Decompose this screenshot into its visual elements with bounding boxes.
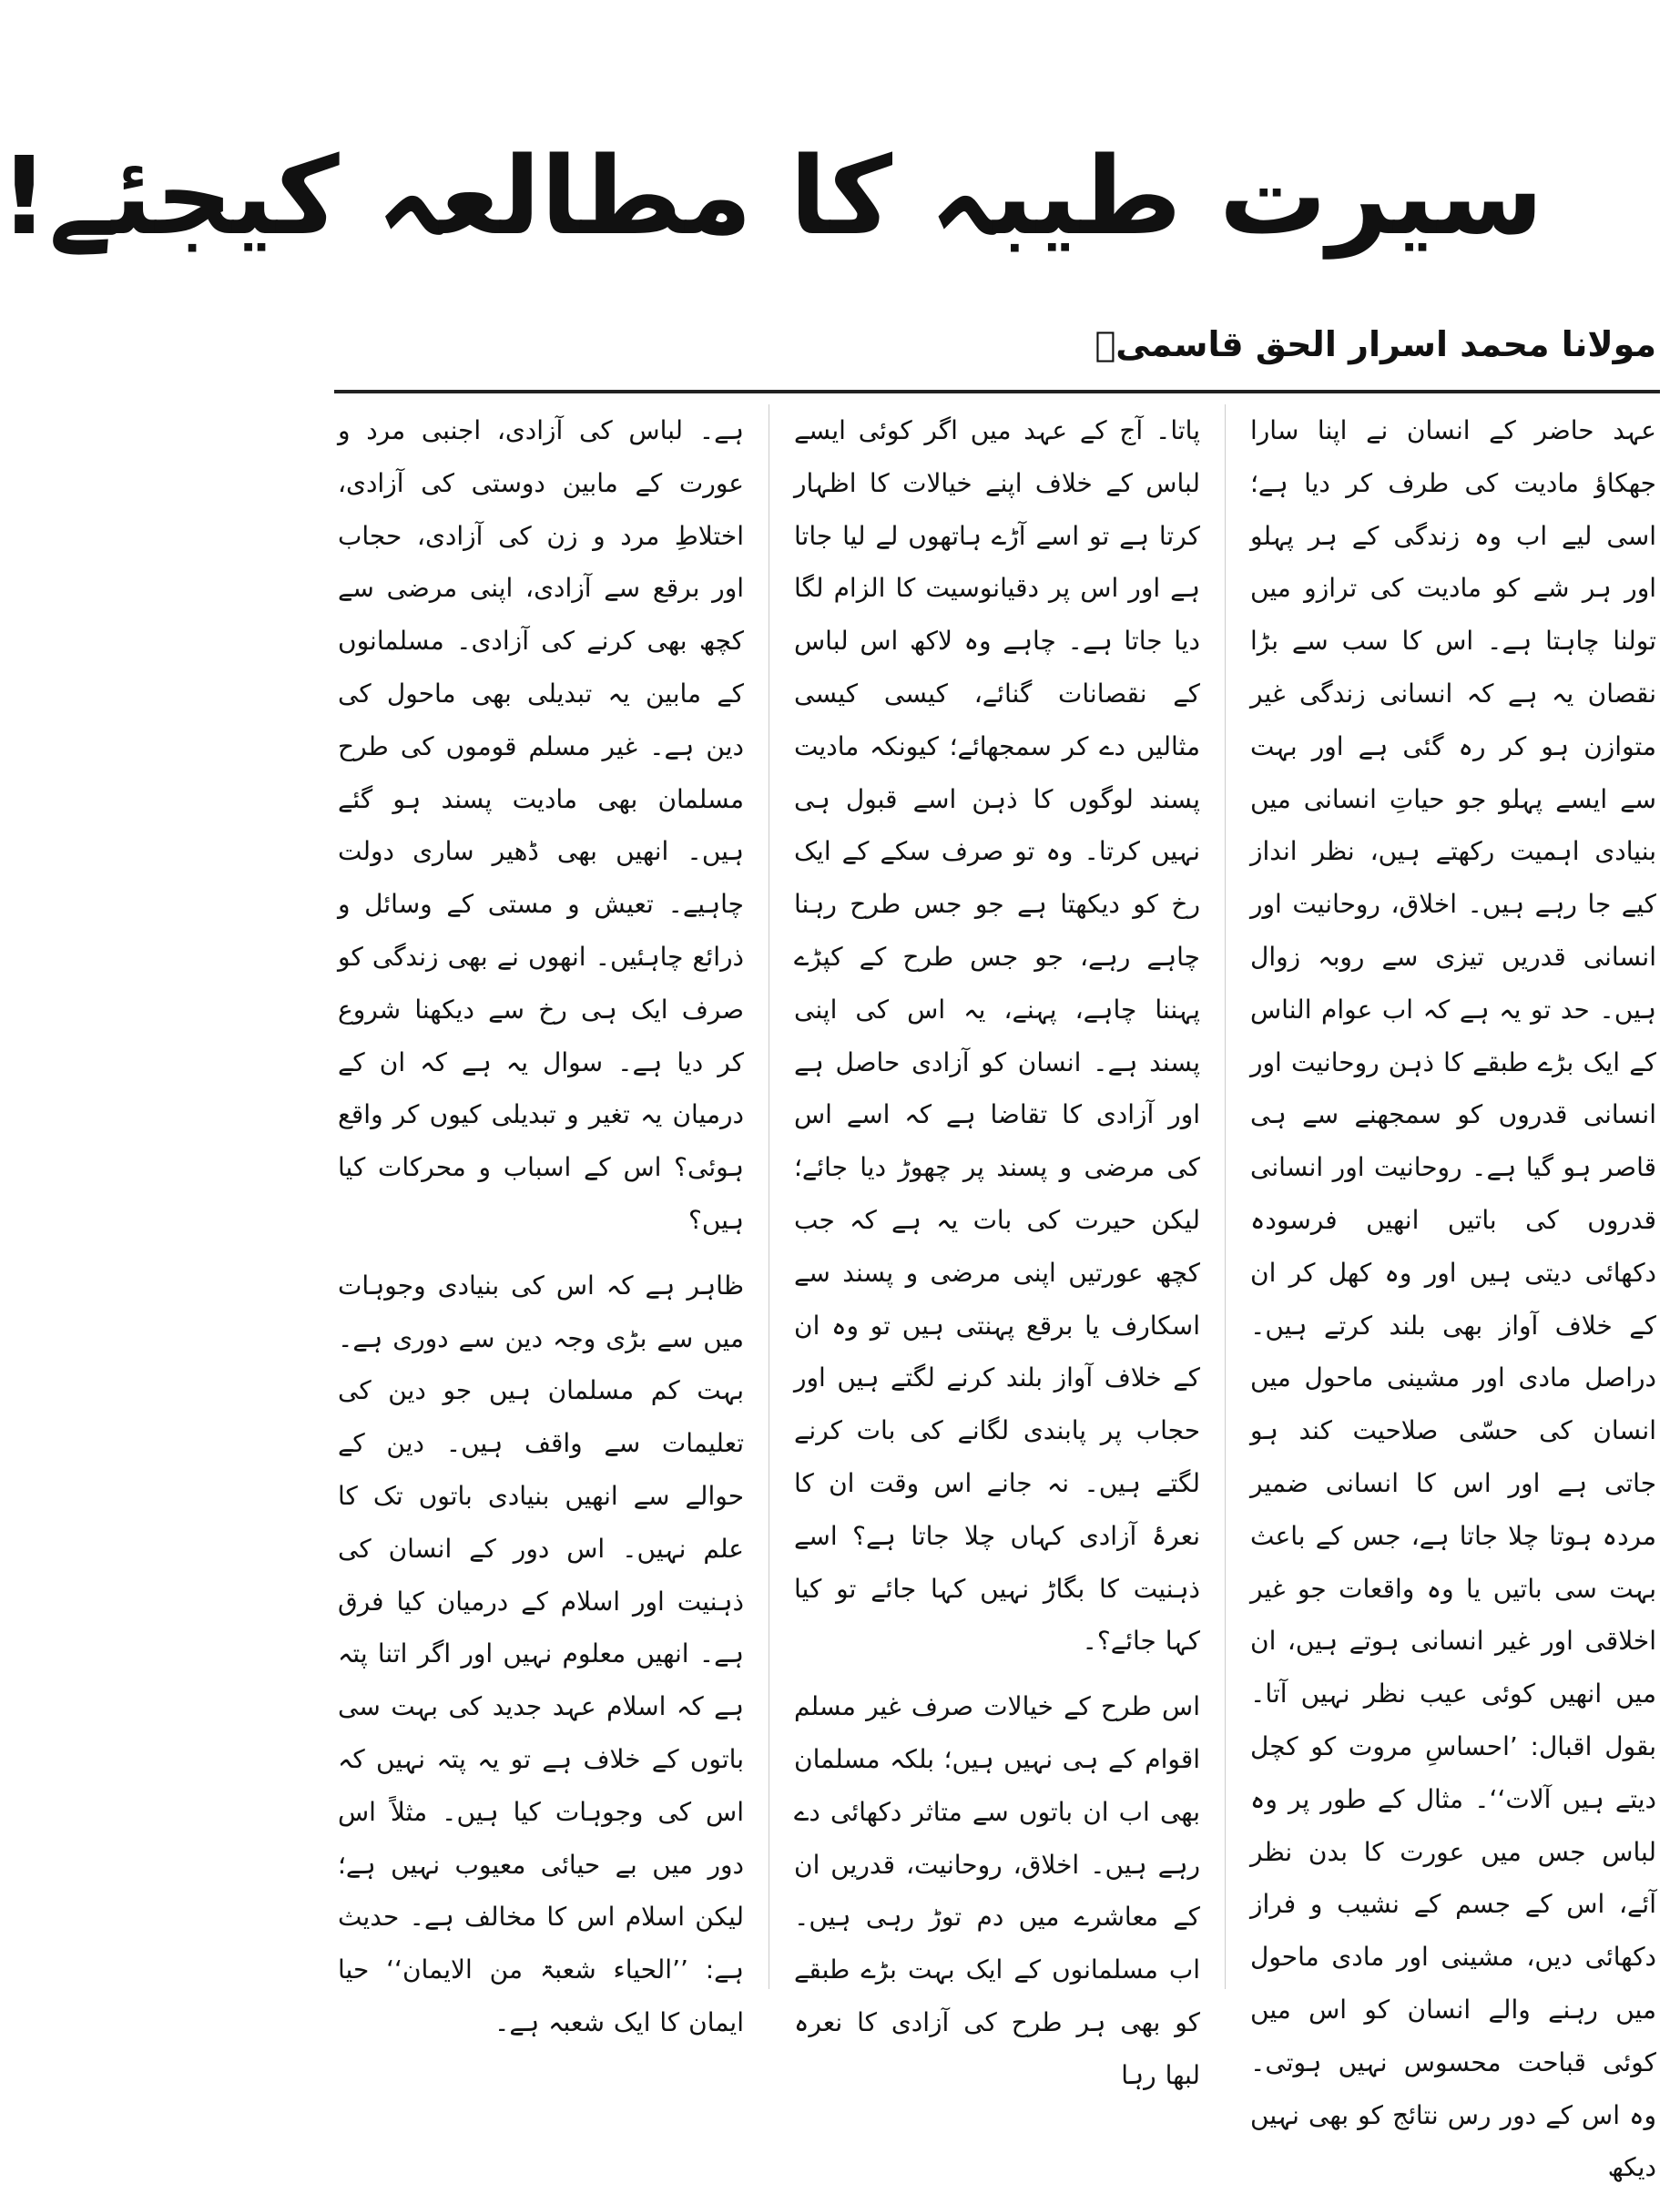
paragraph: عہد حاضر کے انسان نے اپنا سارا جھکاؤ مادیت کی طرف کر دیا ہے؛ اسی لیے اب وہ زندگی کے ہر پہلو اور ہر شے کو مادیت کی ترازو میں تولنا چاہتا ہے۔ اس کا سب سے بڑا نقصان یہ ہے کہ انسانی زندگی غیر متوازن ہو کر رہ گئی ہے اور بہت سے ایسے پہلو جو حیاتِ انسانی میں بنیادی اہمیت رکھتے ہیں، نظر انداز کیے جا رہے ہیں۔ اخلاق، روحانیت اور انسانی قدریں تیزی سے روبہ زوال ہیں۔ حد تو یہ ہے کہ اب عوام الناس کے ایک بڑے طبقے کا ذہن روحانیت اور انسانی قدروں کو سمجھنے سے ہی قاصر ہو گیا ہے۔ روحانیت اور انسانی قدروں کی باتیں انھیں فرسودہ دکھائی دیتی ہیں اور وہ کھل کر ان کے خلاف آواز بھی بلند کرتے ہیں۔ دراصل مادی اور مشینی ماحول میں انسان کی حسّی صلاحیت کند ہو جاتی ہے اور اس کا انسانی ضمیر مردہ ہوتا چلا جاتا ہے، جس کے باعث بہت سی باتیں یا وہ واقعات جو غیر اخلاقی اور غیر انسانی ہوتے ہیں، ان میں انھیں کوئی عیب نظر نہیں آتا۔ بقول اقبال: ’احساسِ مروت کو کچل دیتے ہیں آلات‘‘۔ مثال کے طور پر وہ لباس جس میں عورت کا بدن نظر آئے، اس کے جسم کے نشیب و فراز دکھائی دیں، مشینی اور مادی ماحول میں رہنے والے انسان کو اس میں کوئی قباحت محسوس نہیں ہوتی۔ وہ اس کے دور رس نتائج کو بھی نہیں دیکھ	[1250, 415, 1657, 2183]
text-column-1	[1250, 404, 1657, 2183]
paragraph: ہے۔ لباس کی آزادی، اجنبی مرد و عورت کے مابین دوستی کی آزادی، اختلاطِ مرد و زن کی آزادی، حجاب اور برقع سے آزادی، اپنی مرضی سے کچھ بھی کرنے کی آزادی۔ مسلمانوں کے مابین یہ تبدیلی بھی ماحول کی دین ہے۔ غیر مسلم قوموں کی طرح مسلمان بھی مادیت پسند ہو گئے ہیں۔ انھیں بھی ڈھیر ساری دولت چاہیے۔ تعیش و مستی کے وسائل و ذرائع چاہئیں۔ انھوں نے بھی زندگی کو صرف ایک ہی رخ سے دیکھنا شروع کر دیا ہے۔ سوال یہ ہے کہ ان کے درمیان یہ تغیر و تبدیلی کیوں کر واقع ہوئی؟ اس کے اسباب و محرکات کیا ہیں؟	[338, 415, 744, 1235]
author-byline: مولانا محمد اسرار الحق قاسمیؒ	[1095, 324, 1656, 364]
paragraph: پاتا۔ آج کے عہد میں اگر کوئی ایسے لباس کے خلاف اپنے خیالات کا اظہار کرتا ہے تو اسے آڑے ہاتھوں لے لیا جاتا ہے اور اس پر دقیانوسیت کا الزام لگا دیا جاتا ہے۔ چاہے وہ لاکھ اس لباس کے نقصانات گنائے، کیسی کیسی مثالیں دے کر سمجھائے؛ کیونکہ مادیت پسند لوگوں کا ذہن اسے قبول ہی نہیں کرتا۔ وہ تو صرف سکے کے ایک رخ کو دیکھتا ہے جو جس طرح رہنا چاہے رہے، جو جس طرح کے کپڑے پہننا چاہے، پہنے، یہ اس کی اپنی پسند ہے۔ انسان کو آزادی حاصل ہے اور آزادی کا تقاضا ہے کہ اسے اس کی مرضی و پسند پر چھوڑ دیا جائے؛ لیکن حیرت کی بات یہ ہے کہ جب کچھ عورتیں اپنی مرضی و پسند سے اسکارف یا برقع پہنتی ہیں تو وہ ان کے خلاف آواز بلند کرنے لگتے ہیں اور حجاب پر پابندی لگانے کی بات کرنے لگتے ہیں۔ نہ جانے اس وقت ان کا نعرۂ آزادی کہاں چلا جاتا ہے؟ اسے ذہنیت کا بگاڑ نہیں کہا جائے تو کیا کہا جائے؟۔	[794, 415, 1200, 1657]
text-column-3	[338, 404, 744, 2037]
column-divider	[1225, 404, 1226, 1989]
paragraph: اس طرح کے خیالات صرف غیر مسلم اقوام کے ہی نہیں ہیں؛ بلکہ مسلمان بھی اب ان باتوں سے متاثر دکھائی دے رہے ہیں۔ اخلاق، روحانیت، قدریں ان کے معاشرے میں دم توڑ رہی ہیں۔ اب مسلمانوں کے ایک بہت بڑے طبقے کو بھی ہر طرح کی آزادی کا نعرہ لبھا رہا	[794, 1691, 1200, 2090]
article-title: سیرت طیبہ کا مطالعہ کیجئے!	[0, 133, 1543, 259]
text-column-2	[794, 404, 1200, 2090]
header-divider	[334, 390, 1660, 393]
paragraph: ظاہر ہے کہ اس کی بنیادی وجوہات میں سے بڑی وجہ دین سے دوری ہے۔ بہت کم مسلمان ہیں جو دین کی تعلیمات سے واقف ہیں۔ دین کے حوالے سے انھیں بنیادی باتوں تک کا علم نہیں۔ اس دور کے انسان کی ذہنیت اور اسلام کے درمیان کیا فرق ہے۔ انھیں معلوم نہیں اور اگر اتنا پتہ ہے کہ اسلام عہد جدید کی بہت سی باتوں کے خلاف ہے تو یہ پتہ نہیں کہ اس کی وجوہات کیا ہیں۔ مثلاً اس دور میں بے حیائی معیوب نہیں ہے؛ لیکن اسلام اس کا مخالف ہے۔ حدیث ہے: ’’الحیاء شعبۃ من الایمان‘‘ حیا ایمان کا ایک شعبہ ہے۔	[338, 1270, 744, 2037]
